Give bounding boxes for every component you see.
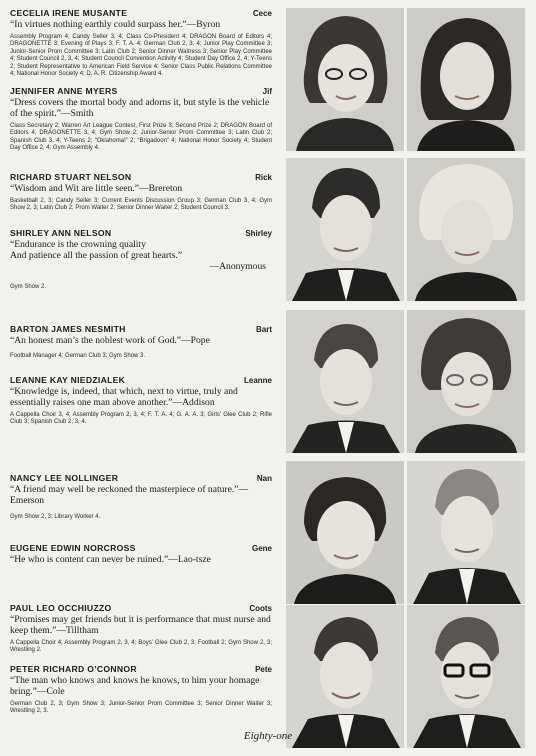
student-activities: A Cappella Choir 3, 4; Assembly Program 2, 3, 4; F. T. A. 4; G. A. A. 3; Girls’ Glee Club 2; Rifle Club 3; Spanish Club 2, 3, 4. xyxy=(10,412,272,426)
student-quote: “In virtues nothing earthly could surpass her.”—Byron xyxy=(10,19,221,30)
student-name: CECELIA IRENE MUSANTE xyxy=(10,8,128,18)
student-nickname: Gene xyxy=(251,544,272,553)
student-name: PETER RICHARD O’CONNOR xyxy=(10,664,137,674)
student-name: LEANNE KAY NIEDZIALEK xyxy=(10,375,126,385)
portrait-photo xyxy=(286,605,404,748)
student-activities: Gym Show 2. xyxy=(10,284,47,290)
student-quote: “Promises may get friends but it is performance that must nurse and keep them.”—Tilltham xyxy=(10,614,271,636)
student-quote: “Dress covers the mortal body and adorns it, but style is the vehicle of the spirit.”—Smith xyxy=(10,97,270,119)
student-activities: German Club 2, 3; Gym Show 3; Junior-Senior Prom Committee 3; Senior Dinner Waiter 3; Wrestling 2, 3. xyxy=(10,701,272,715)
senior-entry xyxy=(10,172,272,213)
portrait-photo xyxy=(407,8,525,151)
student-nickname: Nan xyxy=(256,474,272,483)
student-quote: “He who is content can never be ruined.”—Lao-tsze xyxy=(10,554,211,565)
student-activities: A Cappella Choir 4; Assembly Program 2, 3, 4; Boys’ Glee Club 2, 3; Football 2; Gym Show 2, 3; Wrestling 2. xyxy=(10,640,272,654)
senior-entry xyxy=(10,603,272,655)
student-nickname: Coots xyxy=(249,604,272,613)
senior-entry xyxy=(10,375,272,427)
student-nickname: Cece xyxy=(252,9,272,18)
portrait-photo xyxy=(286,310,404,453)
student-quote: “An honest man’s the noblest work of God.”—Pope xyxy=(10,335,210,346)
student-quote: “A friend may well be reckoned the masterpiece of nature.”—Emerson xyxy=(10,484,249,506)
portrait-photo xyxy=(407,605,525,748)
student-name: BARTON JAMES NESMITH xyxy=(10,324,126,334)
student-activities: Class Secretary 2; Warren Art League Contest, First Prize 3; Second Prize 2; DRAGON Board of Editors 4; DRAGONETTE 3, 4; Gym Show 2; Junior-Senior Prom Committee 3; Latin Club 2; Spanish Club 3, 4; Y-Teens 2; “Oklahoma!” 2; “Brigadoon” 4; National Honor Society 4; Student Day Office 2, 4; Gym Assembly 4. xyxy=(10,123,272,152)
student-nickname: Leanne xyxy=(243,376,272,385)
student-name: NANCY LEE NOLLINGER xyxy=(10,473,119,483)
student-name: RICHARD STUART NELSON xyxy=(10,172,132,182)
student-activities: Gym Show 2, 3; Library Worker 4. xyxy=(10,514,101,520)
portrait-photo xyxy=(407,461,525,604)
student-activities: Basketball 2, 3; Candy Seller 3; Current Events Discussion Group 3; German Club 3, 4; Gym Show 2, 3; Latin Club 2; Prom Waiter 2; Senior Dinner Waiter 2; Student Council 3. xyxy=(10,198,272,212)
senior-entry xyxy=(10,664,272,716)
student-nickname: Rick xyxy=(255,173,272,182)
student-name: EUGENE EDWIN NORCROSS xyxy=(10,543,136,553)
student-nickname: Shirley xyxy=(245,229,272,238)
portrait-photo xyxy=(286,158,404,301)
student-activities: Football Manager 4; German Club 3; Gym Show 3. xyxy=(10,353,146,359)
student-quote: “Endurance is the crowning quality And patience all the passion of great hearts.” xyxy=(10,239,183,261)
portrait-photo xyxy=(286,8,404,151)
senior-entry xyxy=(10,228,272,291)
student-quote: “Wisdom and Wit are little seen.”—Brereton xyxy=(10,183,183,194)
student-nickname: Bart xyxy=(255,325,272,334)
student-name: SHIRLEY ANN NELSON xyxy=(10,228,112,238)
senior-entry xyxy=(10,8,272,78)
quote-author: —Anonymous xyxy=(209,261,266,272)
student-activities: Assembly Program 4; Candy Seller 3, 4; Class Co-President 4; DRAGON Board of Editors 4; DRAGONETTE 3; Evening of Plays 3; F. T. A. 4; German Club 2, 3, 4; Junior Play Committee 3; Junior-Senior Prom Committee 3; Latin Club 2; Senior Dinner Waitress 3; Senior Play Committee 4; Student Council 2, 3, 4; Student Council Convention Activity 4; Student Day Office 2, 4; Y-Teens 2; Student Representative to American Field Service 4; Senior Class Public Relations Committee 4; National Honor Society 4; D. A. R. Citizenship Award 4. xyxy=(10,34,272,78)
senior-entry xyxy=(10,473,272,521)
portrait-photo xyxy=(286,461,404,604)
student-name: JENNIFER ANNE MYERS xyxy=(10,86,118,96)
page-number: Eighty-one xyxy=(243,730,293,742)
student-quote: “Knowledge is, indeed, that which, next to virtue, truly and essentially raises one man above another.”—Addison xyxy=(10,386,238,408)
student-nickname: Pete xyxy=(255,665,272,674)
senior-entry xyxy=(10,324,272,360)
student-quote: “The man who knows and knows he knows, to him your homage bring.”—Cole xyxy=(10,675,260,697)
portrait-photo xyxy=(407,158,525,301)
senior-entry xyxy=(10,86,272,153)
student-nickname: Jif xyxy=(262,87,272,96)
student-name: PAUL LEO OCCHIUZZO xyxy=(10,603,112,613)
senior-entry xyxy=(10,543,272,565)
portrait-photo xyxy=(407,310,525,453)
